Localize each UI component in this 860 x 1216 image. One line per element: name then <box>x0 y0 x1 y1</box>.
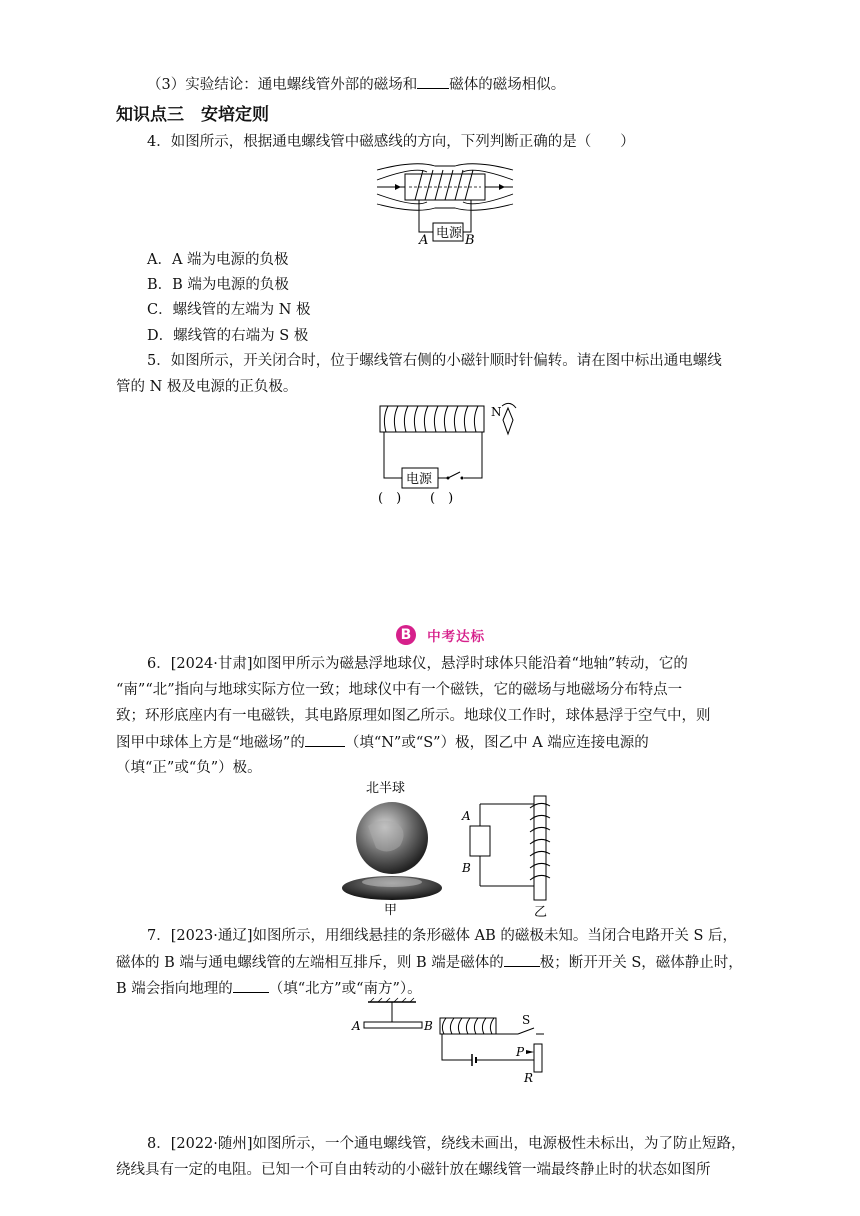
label-b: B <box>424 1019 433 1033</box>
label-s: S <box>522 1013 531 1027</box>
q4-solenoid-figure <box>375 160 515 246</box>
q5-line1: 5．如图所示，开关闭合时，位于螺线管右侧的小磁针顺时针偏转。请在图中标出通电螺线 <box>147 353 722 369</box>
answer-blank[interactable] <box>504 952 540 967</box>
switch-lever <box>448 472 460 478</box>
q7-line2-pre: 磁体的 B 端与通电螺线管的左端相互排斥，则 B 端是磁体的 <box>116 955 504 971</box>
switch-lever <box>518 1028 534 1034</box>
compass-needle <box>503 408 513 434</box>
label-a: A <box>352 1019 361 1033</box>
q6-line4-post: （填“N”或“S”）极，图乙中 A 端应连接电源的 <box>344 735 649 751</box>
q4-option-b[interactable]: B．B 端为电源的负极 <box>147 277 289 293</box>
q4-stem: 4．如图所示，根据通电螺线管中磁感线的方向，下列判断正确的是（ ） <box>147 134 635 150</box>
q6-line4-pre: 图甲中球体上方是“地磁场”的 <box>116 735 305 751</box>
q6-globe-figure <box>338 776 448 918</box>
q6-line1: 6．[2024·甘肃]如图甲所示为磁悬浮地球仪，悬浮时球体只能沿着“地轴”转动，它的 <box>147 656 688 672</box>
section-b-title: 中考达标 <box>427 628 486 645</box>
label-a: A <box>419 233 429 248</box>
q4-option-c[interactable]: C．螺线管的左端为 N 极 <box>147 302 311 318</box>
iron-core <box>534 796 546 900</box>
section-title: 知识点三 安培定则 <box>116 105 269 125</box>
section-b-badge: B <box>396 625 416 645</box>
q6-line4 <box>116 732 649 753</box>
q3-conclusion-text: （3）实验结论：通电螺线管外部的磁场和 <box>147 77 418 93</box>
slider-p <box>526 1050 534 1054</box>
answer-blank[interactable] <box>417 74 449 89</box>
q5-line2: 管的 N 极及电源的正负极。 <box>116 379 298 395</box>
label-b: B <box>465 233 475 248</box>
needle-n-label: N <box>491 405 502 419</box>
q6-line2: “南”“北”指向与地球实际方位一致；地球仪中有一个磁铁，它的磁场与地磁场分布特点一 <box>116 682 683 698</box>
globe-title: 北半球 <box>366 781 406 796</box>
q4-option-a[interactable]: A．A 端为电源的负极 <box>147 252 289 268</box>
answer-blank[interactable] <box>305 732 345 747</box>
label-b: B <box>462 861 471 875</box>
q6-line5: （填“正”或“负”）极。 <box>116 760 262 776</box>
caption-jia: 甲 <box>384 903 398 918</box>
q8-line2: 绕线具有一定的电阻。已知一个可自由转动的小磁针放在螺线管一端最终静止时的状态如图所 <box>116 1162 711 1178</box>
power-box <box>470 826 490 856</box>
rheostat <box>534 1044 542 1072</box>
section-b-header <box>396 624 485 644</box>
power-source-label: 电源 <box>406 472 433 487</box>
q7-line3-pre: B 端会指向地理的 <box>116 981 233 997</box>
label-r: R <box>524 1071 534 1085</box>
q5-solenoid-figure <box>372 398 522 506</box>
bar-magnet <box>364 1022 422 1028</box>
answer-blank[interactable] <box>233 978 269 993</box>
q6-circuit-figure <box>460 796 560 918</box>
q3-conclusion-text-end: 磁体的磁场相似。 <box>449 77 566 93</box>
bracket-left: ( ) <box>378 491 402 506</box>
bracket-right: ( ) <box>430 491 454 506</box>
q7-figure <box>348 998 558 1084</box>
q7-line3 <box>116 978 422 999</box>
power-source-label: 电源 <box>436 226 463 241</box>
caption-yi: 乙 <box>534 905 548 920</box>
label-p: P <box>516 1045 525 1059</box>
q7-line2 <box>116 952 743 973</box>
q7-line3-post: （填“北方”或“南方”）。 <box>268 981 422 997</box>
q8-line1: 8．[2022·随州]如图所示，一个通电螺线管，绕线未画出，电源极性未标出，为了防止短路， <box>147 1136 746 1152</box>
q4-option-d[interactable]: D．螺线管的右端为 S 极 <box>147 328 309 344</box>
q7-line1: 7．[2023·通辽]如图所示，用细线悬挂的条形磁体 AB 的磁极未知。当闭合电路开关 S 后， <box>147 928 738 944</box>
label-a: A <box>462 809 471 823</box>
q7-line2-post: 极；断开开关 S，磁体静止时， <box>539 955 743 971</box>
q6-line3: 致；环形底座内有一电磁铁，其电路原理如图乙所示。地球仪工作时，球体悬浮于空气中，则 <box>116 708 711 724</box>
q3-conclusion <box>147 74 565 95</box>
